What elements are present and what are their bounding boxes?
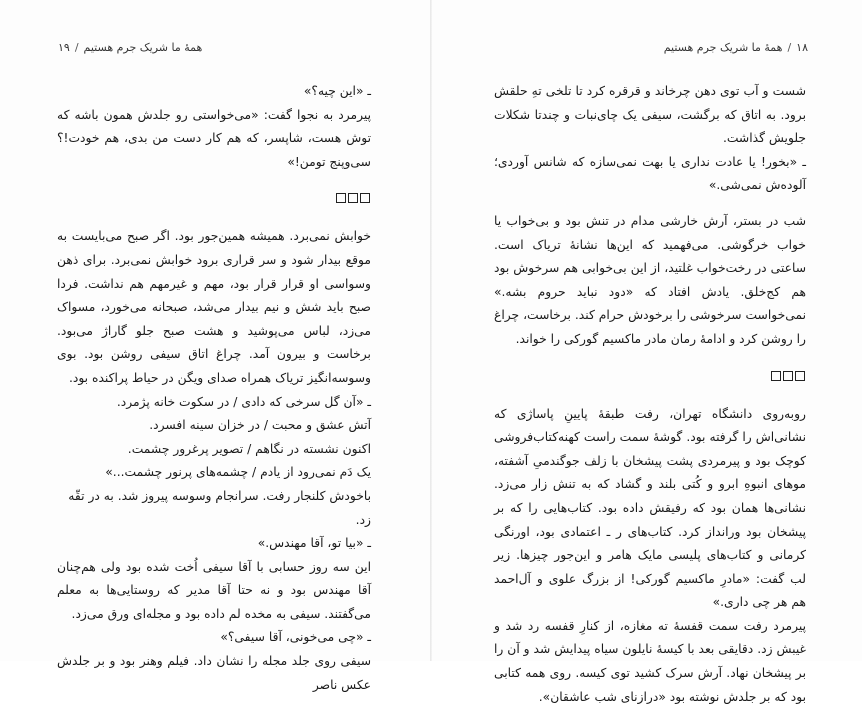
dialogue-line: ـ «بیا تو، آقا مهندس.» bbox=[257, 536, 371, 551]
header-separator: / bbox=[74, 41, 79, 54]
header-separator: / bbox=[787, 41, 792, 54]
paragraph: باخودش کلنجار رفت. سرانجام وسوسه پیروز شد. به در تقّه زد. bbox=[68, 488, 371, 527]
section-break bbox=[57, 191, 371, 207]
paragraph: این سه روز حسابی با آقا سیفی اُخت شده بود ولی هم‌چنان آقا مهندس بود و نه حتا آقا مدیر که روستایی‌ها به معلم می‌گفتند. سیفی به مخده لم داده بود و مجله‌ای ورق می‌زد. bbox=[57, 559, 371, 621]
paragraph: پیرمرد رفت سمت قفسهٔ ته مغازه، از کنارِ قفسه رد شد و غیبش زد. دقایقی بعد با کیسهٔ نایلون سیاه پیدایش شد و آن را بر پیشخان نهاد. آرش سرک کشید توی کیسه. روی همه کتابی بود که بر جلدش نوشته بود «درازنای شب عاشقان». bbox=[494, 618, 806, 704]
left-page-body bbox=[57, 80, 371, 697]
poem-line: آتش عشق و محبت / در خزان سینه افسرد. bbox=[149, 418, 371, 433]
dialogue-line: ـ «چی می‌خونی، آقا سیفی؟» bbox=[220, 630, 371, 645]
paragraph: روبه‌روی دانشگاه تهران، رفت طبقهٔ پایینِ پاساژی که نشانی‌اش را گرفته بود. گوشهٔ سمت راست کهنه‌کتاب‌فروشی کوچک بود و پیرمردی پشت پیشخان با زلف جوگندمیِ آشفته، موهای انبوهِ ابرو و کُتی بلند و گشاد که به تنش زار می‌زد. نشانی‌ها همان بود که رفیقش داده بود. کتاب‌هایی را که بر پیشخان بود ورانداز کرد. کتاب‌های ر ـ اعتمادی بود، اورنگی کرمانی و کتاب‌های پلیسی مایک هامر و این‌جور چیزها. زیر لب گفت: «مادرِ ماکسیم گورکی! از بزرگ علوی و آل‌احمد هم هر چی داری.» bbox=[494, 406, 806, 610]
right-page-header bbox=[496, 41, 808, 54]
section-break-box bbox=[771, 371, 781, 381]
paragraph: ـ «بخور! یا عادت نداری یا بهت نمی‌سازه که شانس آوردی؛ آلوده‌ش نمی‌شی.» bbox=[494, 154, 806, 193]
paragraph: سیفی روی جلد مجله را نشان داد. فیلم وهنر بود و بر جلدش عکس ناصر bbox=[57, 654, 371, 692]
book-title: همهٔ ما شریک جرم هستیم bbox=[663, 41, 783, 54]
left-page bbox=[0, 0, 430, 692]
section-break-box bbox=[336, 193, 346, 203]
paragraph: شست و آب توی دهن چرخاند و قرقره کرد تا تلخی تهِ حلقش برود. به اتاق که برگشت، سیفی یک چای‌نبات و چندتا شکلات جلویش گذاشت. bbox=[494, 84, 806, 146]
paragraph: پیرمرد به نجوا گفت: «می‌خواستی رو جلدش همون باشه که توش هست، شاپسر، که هم کار دست من بدی، هم خودت!؟ سی‌وپنج تومن!» bbox=[57, 107, 371, 169]
section-break-box bbox=[360, 193, 370, 203]
section-break bbox=[494, 369, 806, 385]
poem-line: یک دَم نمی‌رود از یادم / چشمه‌های پرنور چشمت...» bbox=[105, 465, 371, 480]
right-page-body bbox=[494, 80, 806, 709]
paragraph: ـ «این چیه؟» bbox=[303, 84, 371, 98]
page-number: ۱۸ bbox=[796, 41, 808, 54]
section-break-box bbox=[348, 193, 358, 203]
section-break-box bbox=[783, 371, 793, 381]
paragraph: خوابش نمی‌برد. همیشه همین‌جور بود. اگر صبح می‌بایست به موقع بیدار شود و سر قراری برود خوابش نمی‌برد. برای ذهن وسواسی او قرار قرار بود، مهم و غیرمهم هم نداشت. فردا صبح باید شش و نیم بیدار می‌شد، صبحانه می‌خورد، مسواک می‌زد، لباس می‌پوشید و هشت صبح جلو گاراژ می‌بود. برخاست و بیرون آمد. چراغ اتاق سیفی روشن بود. بوی وسوسه‌انگیز تریاک همراه صدای ویگن در حیاط پراکنده بود. bbox=[57, 229, 371, 385]
section-break-box bbox=[795, 371, 805, 381]
paragraph: شب در بستر، آرش خارشی مدام در تنش بود و بی‌خواب یا خواب خرگوشی. می‌فهمید که این‌ها نشانهٔ تریاک است. ساعتی در رخت‌خواب غلتید، از این بی‌خوابی هم سرخوش بود هم کج‌خلق. یادش افتاد که «دود نباید حروم بشه.» نمی‌خواست سرخوشی را برخودش حرام کند. برخاست، چراغ را روشن کرد و ادامهٔ رمان مادر ماکسیم گورکی را خواند. bbox=[494, 213, 806, 346]
poem-line: اکنون نشسته در نگاهم / تصویر پرغرور چشمت. bbox=[127, 441, 371, 456]
book-title: همهٔ ما شریک جرم هستیم bbox=[83, 41, 203, 54]
right-page bbox=[432, 0, 862, 704]
page-number: ۱۹ bbox=[58, 41, 70, 54]
left-page-header bbox=[58, 41, 370, 54]
poem-line: ـ «آن گل سرخی که دادی / در سکوت خانه پژمرد. bbox=[116, 394, 371, 409]
